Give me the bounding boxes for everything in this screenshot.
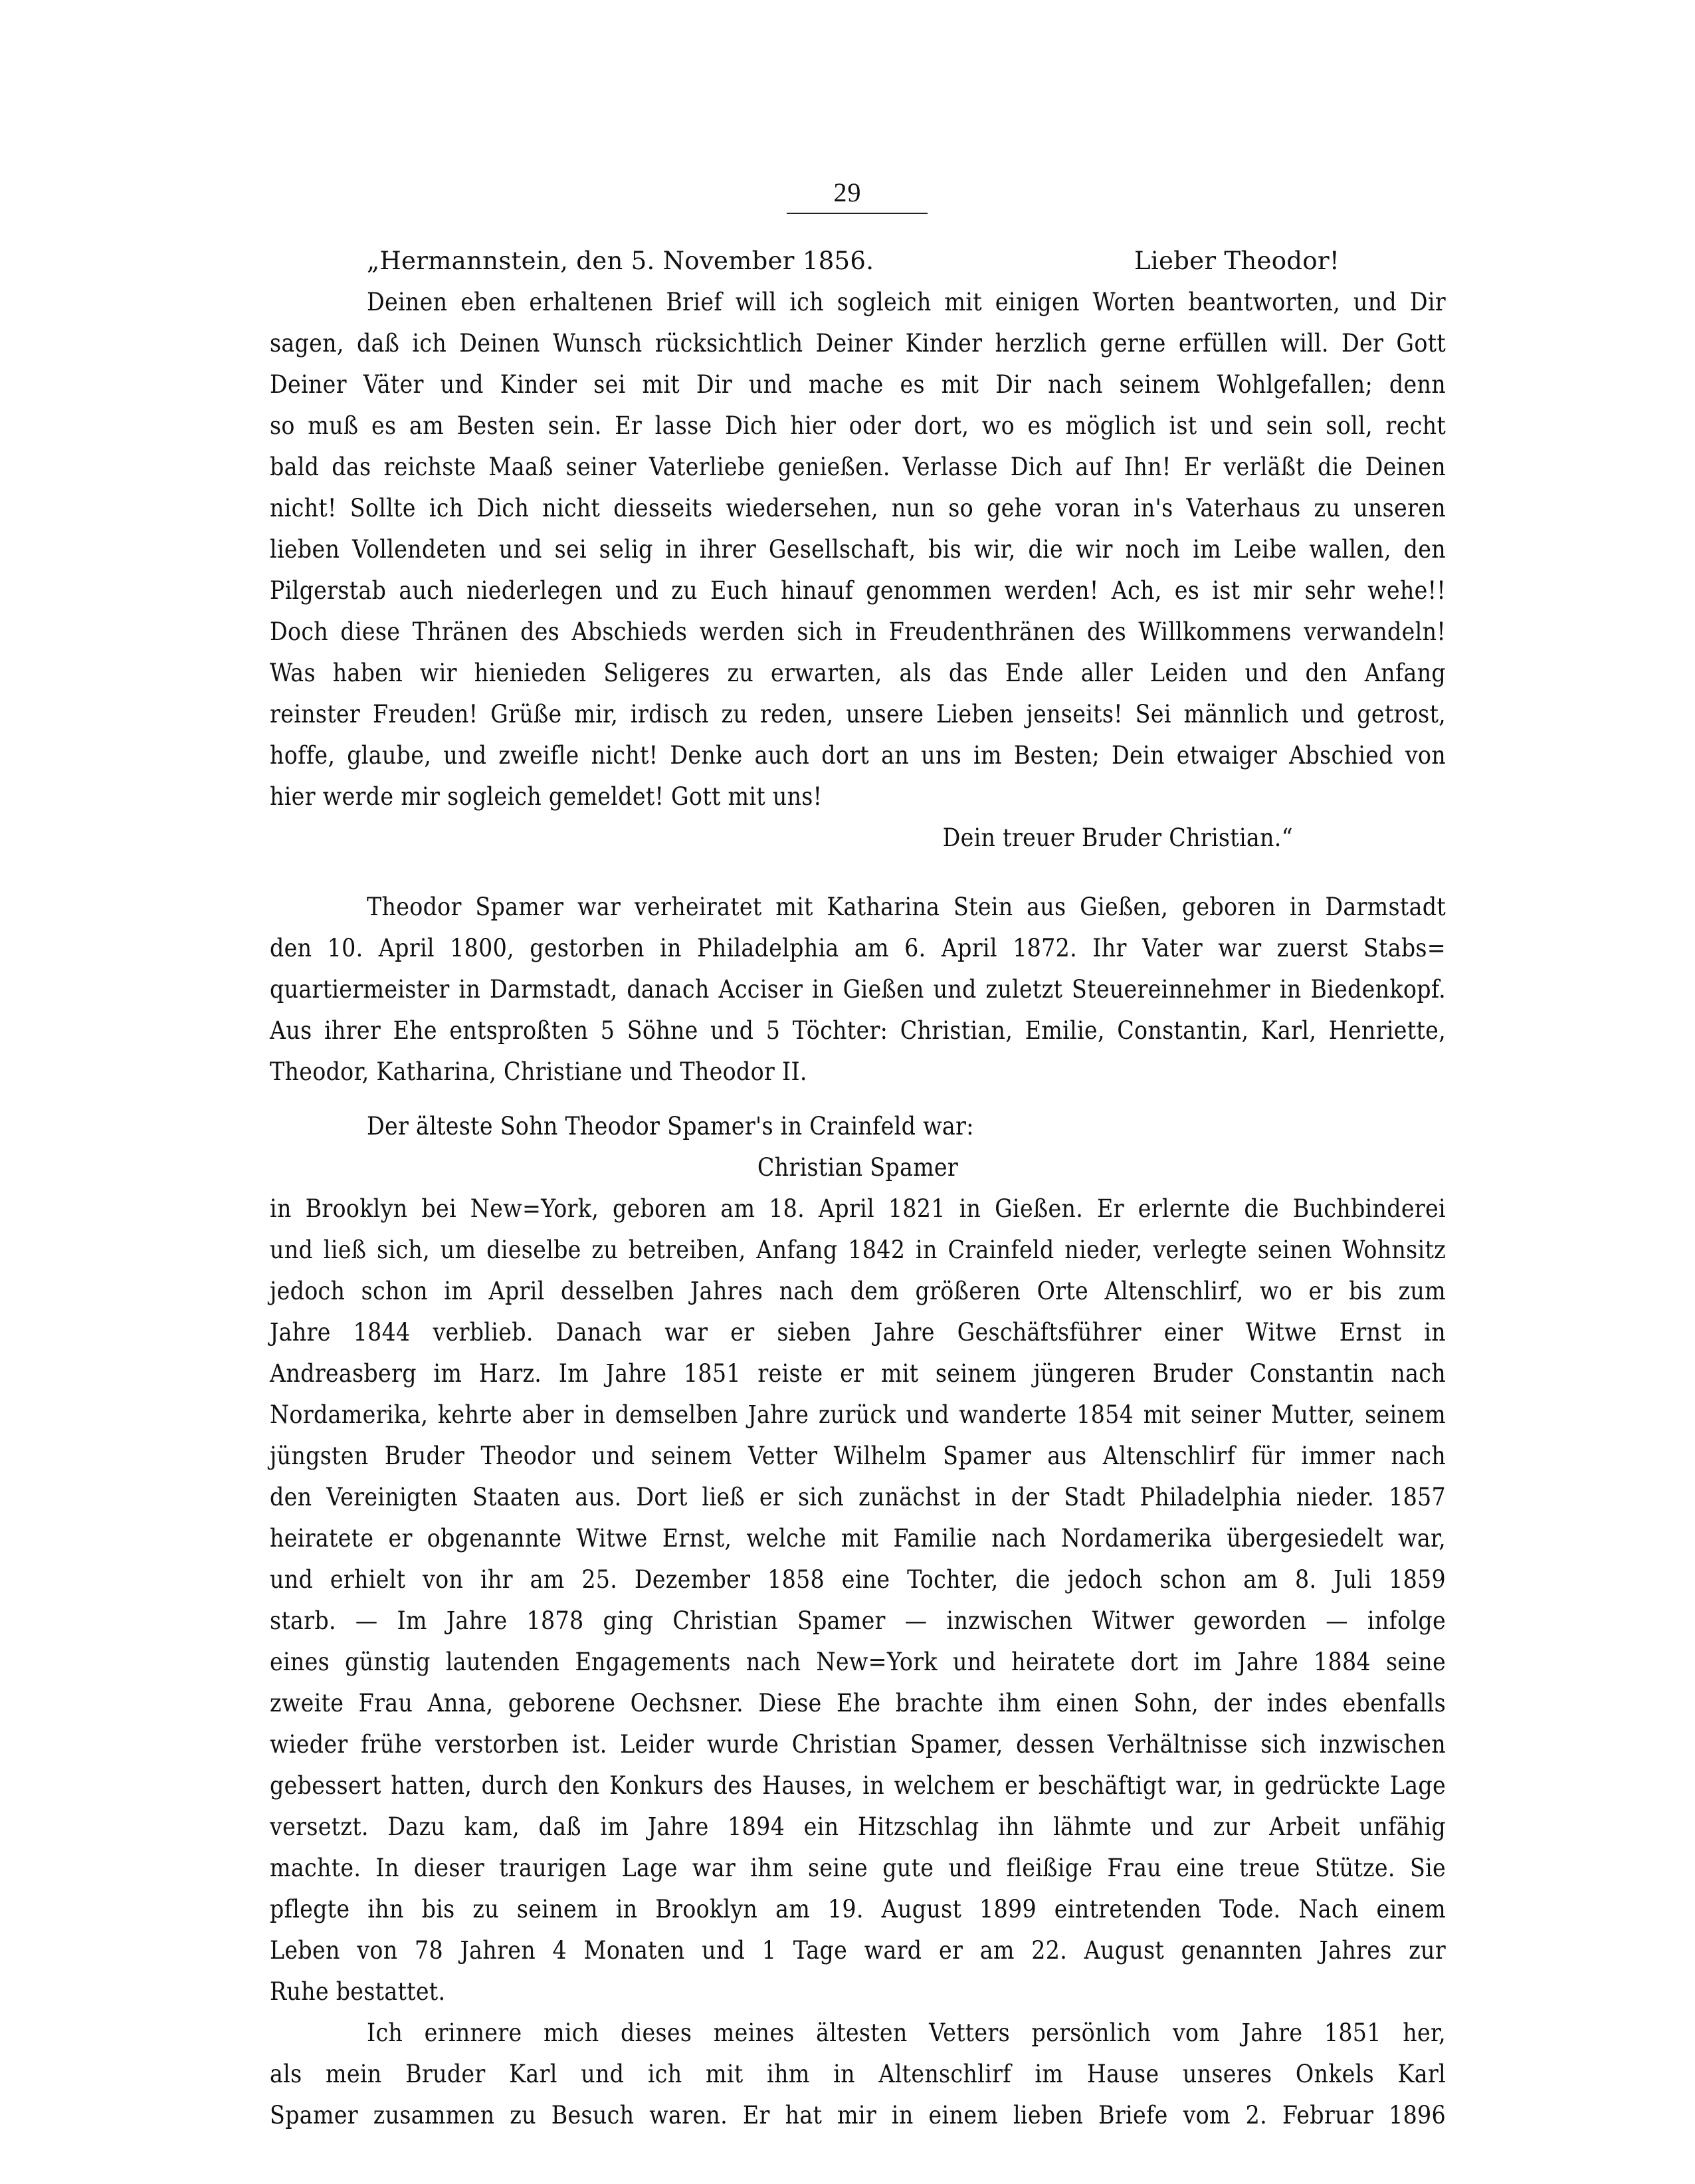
letter-line: so muß es am Besten sein. Er lasse Dich hier oder dort, wo es möglich ist und sein soll, recht: [270, 411, 1446, 440]
letter-line: hier werde mir sogleich gemeldet! Gott mit uns!: [270, 782, 823, 811]
paragraph-line: versetzt. Dazu kam, daß im Jahre 1894 ein Hitzschlag ihn lähmte und zur Arbeit unfähig: [270, 1812, 1446, 1841]
paragraph-line: jedoch schon im April desselben Jahres nach dem größeren Orte Altenschlirf, wo er bis zum: [270, 1277, 1446, 1305]
letter-line: reinster Freuden! Grüße mir, irdisch zu reden, unsere Lieben jenseits! Sei männlich und getrost,: [270, 700, 1446, 728]
paragraph-line: jüngsten Bruder Theodor und seinem Vetter Wilhelm Spamer aus Altenschlirf für immer nach: [270, 1442, 1446, 1470]
paragraph-line: in Brooklyn bei New=York, geboren am 18. April 1821 in Gießen. Er erlernte die Buchbinderei: [270, 1194, 1446, 1223]
paragraph-line: starb. — Im Jahre 1878 ging Christian Spamer — inzwischen Witwer geworden — infolge: [270, 1606, 1446, 1635]
paragraph-line: als mein Bruder Karl und ich mit ihm in Altenschlirf im Hause unseres Onkels Karl: [270, 2060, 1446, 2088]
section-heading: Christian Spamer: [757, 1153, 959, 1182]
section-intro: Der älteste Sohn Theodor Spamer's in Crainfeld war:: [367, 1112, 974, 1141]
letter-line: nicht! Sollte ich Dich nicht diesseits wiedersehen, nun so gehe voran in's Vaterhaus zu unseren: [270, 494, 1446, 522]
paragraph-line: Leben von 78 Jahren 4 Monaten und 1 Tage ward er am 22. August genannten Jahres zur: [270, 1936, 1446, 1965]
letter-line: Deiner Väter und Kinder sei mit Dir und mache es mit Dir nach seinem Wohlgefallen; denn: [270, 370, 1446, 399]
paragraph-line: Nordamerika, kehrte aber in demselben Jahre zurück und wanderte 1854 mit seiner Mutter, seinem: [270, 1400, 1446, 1429]
paragraph-line: und ließ sich, um dieselbe zu betreiben, Anfang 1842 in Crainfeld nieder, verlegte seinen Wohnsitz: [270, 1236, 1446, 1264]
paragraph-line: quartiermeister in Darmstadt, danach Acciser in Gießen und zuletzt Steuereinnehmer in Biedenkopf.: [270, 975, 1446, 1004]
paragraph-line: eines günstig lautenden Engagements nach New=York und heiratete dort im Jahre 1884 seine: [270, 1648, 1446, 1676]
paragraph-line: Aus ihrer Ehe entsproßten 5 Söhne und 5 Töchter: Christian, Emilie, Constantin, Karl, Henriette,: [270, 1016, 1446, 1045]
letter-line: sagen, daß ich Deinen Wunsch rücksichtlich Deiner Kinder herzlich gerne erfüllen will. Der Gott: [270, 329, 1446, 358]
page-number-rule: [787, 213, 928, 214]
letter-header: [270, 241, 1446, 282]
paragraph-line: Andreasberg im Harz. Im Jahre 1851 reiste er mit seinem jüngeren Bruder Constantin nach: [270, 1359, 1446, 1388]
paragraph-line: pflegte ihn bis zu seinem in Brooklyn am 19. August 1899 eintretenden Tode. Nach einem: [270, 1895, 1446, 1923]
spacer: [270, 1093, 1446, 1106]
paragraph-line: Jahre 1844 verblieb. Danach war er sieben Jahre Geschäftsführer einer Witwe Ernst in: [270, 1318, 1446, 1347]
letter: [270, 241, 1446, 2136]
paragraph-line: machte. In dieser traurigen Lage war ihm seine gute und fleißige Frau eine treue Stütze. Sie: [270, 1854, 1446, 1882]
page-number: 29: [833, 177, 862, 207]
paragraph-line: Ruhe bestattet.: [270, 1977, 446, 2006]
letter-place-date: „Hermannstein, den 5. November 1856.: [367, 247, 874, 275]
letter-signature: Dein treuer Bruder Christian.“: [942, 823, 1293, 852]
letter-line: Was haben wir hienieden Seligeres zu erwarten, als das Ende aller Leiden und den Anfang: [270, 659, 1446, 687]
letter-line: Doch diese Thränen des Abschieds werden sich in Freudenthränen des Willkommens verwandeln!: [270, 617, 1446, 646]
paragraph-line: heiratete er obgenannte Witwe Ernst, welche mit Familie nach Nordamerika übergesiedelt war,: [270, 1524, 1446, 1553]
paragraph-line: Ich erinnere mich dieses meines ältesten Vetters persönlich vom Jahre 1851 her,: [367, 2019, 1446, 2047]
letter-line: bald das reichste Maaß seiner Vaterliebe genießen. Verlasse Dich auf Ihn! Er verläßt die Deinen: [270, 453, 1446, 481]
paragraph-line: den Vereinigten Staaten aus. Dort ließ er sich zunächst in der Stadt Philadelphia nieder. 1857: [270, 1483, 1446, 1511]
paragraph-line: Spamer zusammen zu Besuch waren. Er hat mir in einem lieben Briefe vom 2. Februar 1896: [270, 2101, 1446, 2129]
paragraph-line: Theodor Spamer war verheiratet mit Katharina Stein aus Gießen, geboren in Darmstadt: [367, 893, 1446, 921]
letter-line: hoffe, glaube, und zweifle nicht! Denke auch dort an uns im Besten; Dein etwaiger Abschied von: [270, 741, 1446, 770]
letter-line: Pilgerstab auch niederlegen und zu Euch hinauf genommen werden! Ach, es ist mir sehr wehe!!: [270, 576, 1446, 605]
paragraph-line: und erhielt von ihr am 25. Dezember 1858 eine Tochter, die jedoch schon am 8. Juli 1859: [270, 1565, 1446, 1594]
paragraph-line: den 10. April 1800, gestorben in Philadelphia am 6. April 1872. Ihr Vater war zuerst Stabs=: [270, 934, 1446, 962]
paragraph-line: zweite Frau Anna, geborene Oechsner. Diese Ehe brachte ihm einen Sohn, der indes ebenfalls: [270, 1689, 1446, 1717]
paragraph-line: Theodor, Katharina, Christiane und Theodor II.: [270, 1057, 807, 1086]
spacer: [270, 859, 1446, 887]
paragraph-line: gebessert hatten, durch den Konkurs des Hauses, in welchem er beschäftigt war, in gedrückte Lage: [270, 1771, 1446, 1800]
paragraph-line: wieder frühe verstorben ist. Leider wurde Christian Spamer, dessen Verhältnisse sich inzwischen: [270, 1730, 1446, 1759]
letter-line: Deinen eben erhaltenen Brief will ich sogleich mit einigen Worten beantworten, und Dir: [367, 288, 1446, 316]
letter-line: lieben Vollendeten und sei selig in ihrer Gesellschaft, bis wir, die wir noch im Leibe wallen, den: [270, 535, 1446, 564]
letter-salutation: Lieber Theodor!: [1134, 247, 1340, 275]
